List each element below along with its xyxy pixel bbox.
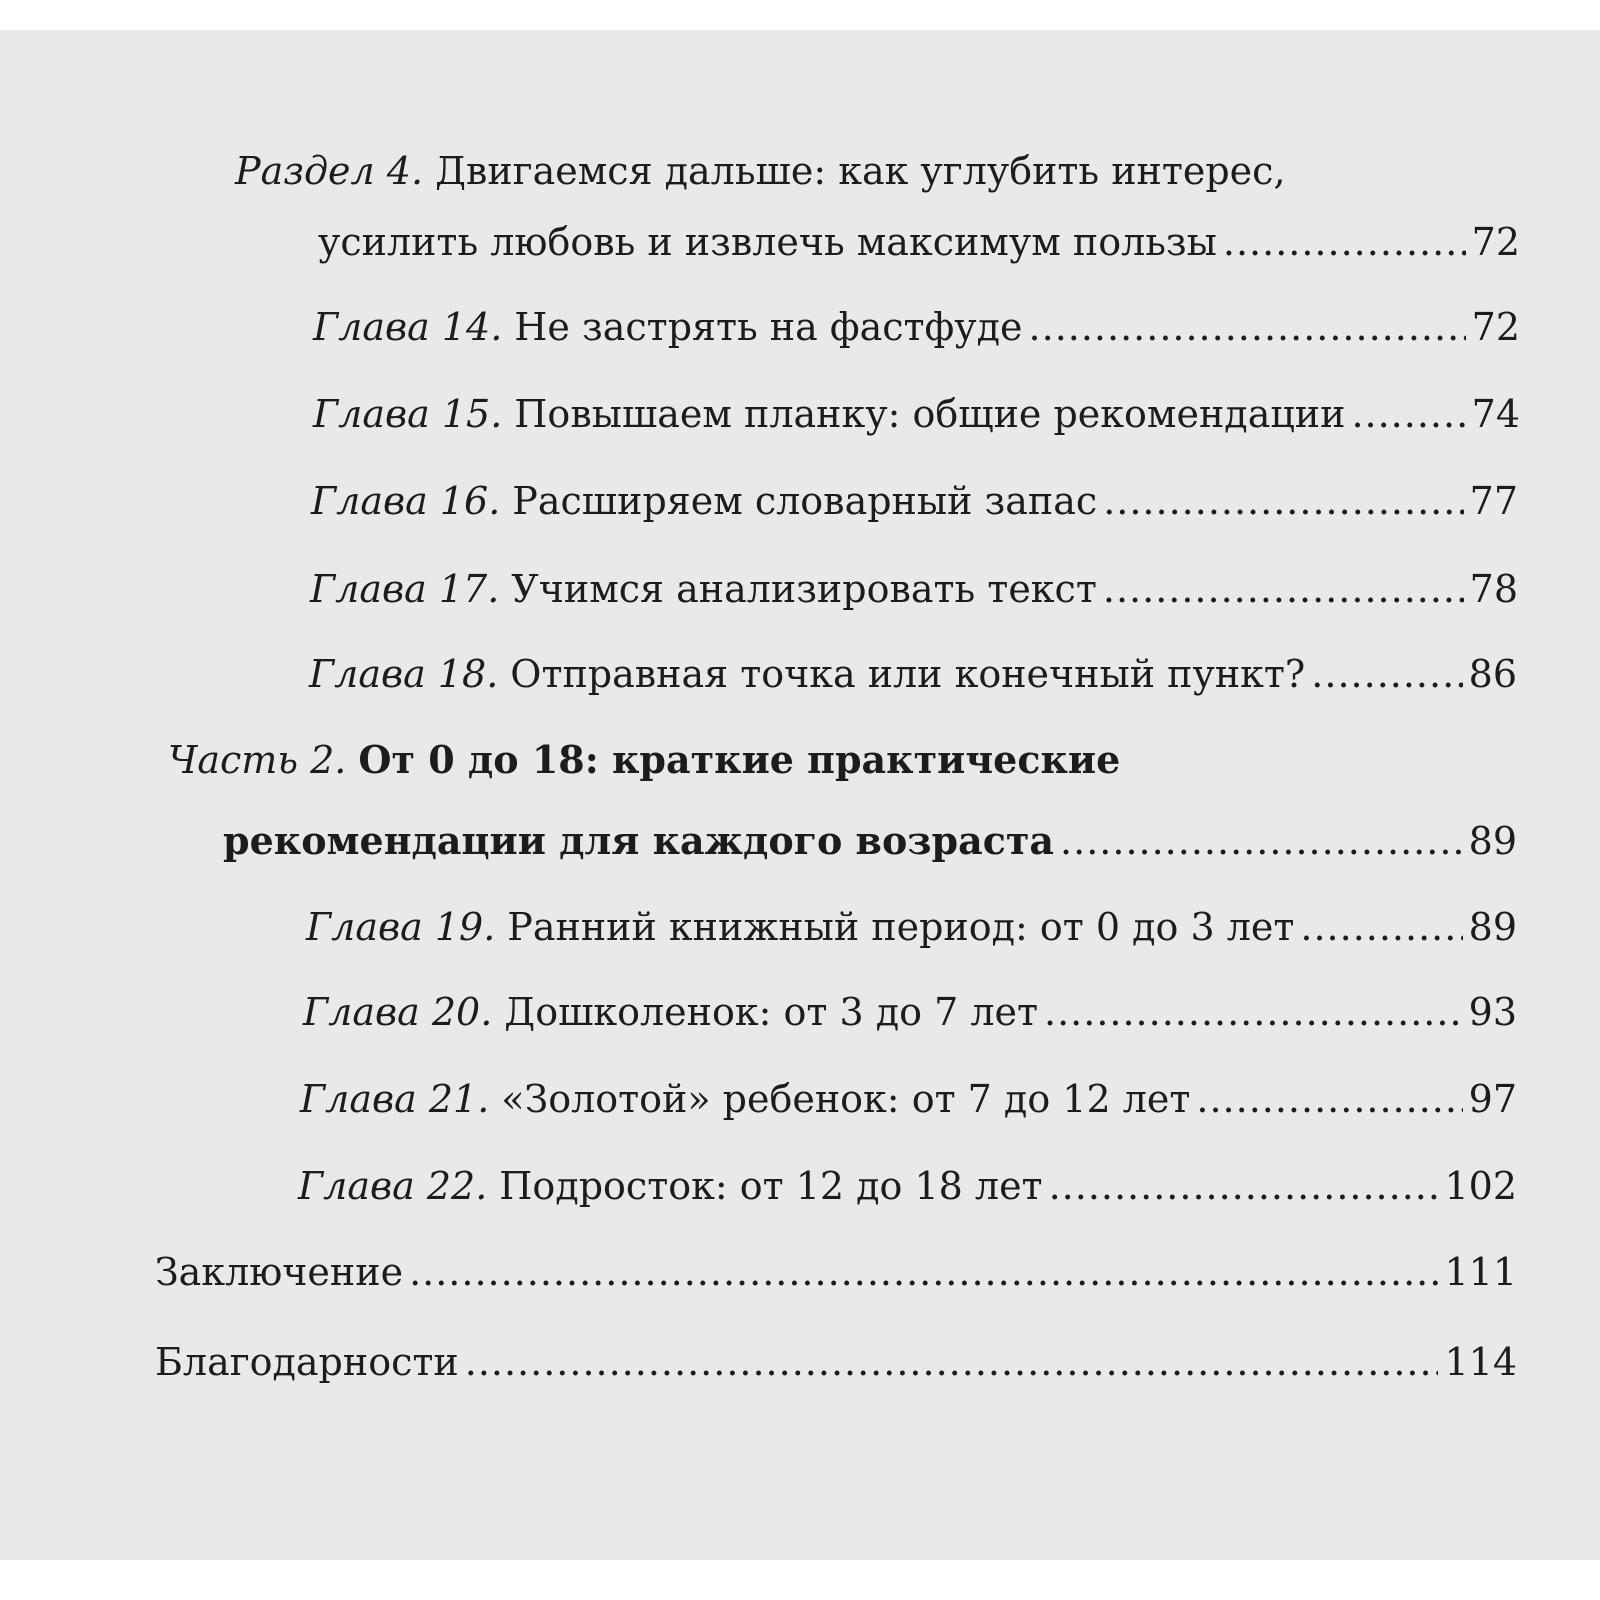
dot-leader xyxy=(409,1253,1438,1291)
chapter-page-number: 72 xyxy=(1471,305,1520,349)
dot-leader xyxy=(1300,908,1462,946)
section4-page-number: 72 xyxy=(1471,220,1520,264)
chapter-prefix: Глава 18. xyxy=(309,652,499,696)
chapter-prefix: Глава 15. xyxy=(313,392,503,436)
acknowledgements-page-number: 114 xyxy=(1444,1340,1517,1384)
part2-heading-line2 xyxy=(223,818,1517,863)
chapter-prefix: Глава 17. xyxy=(310,567,500,611)
toc-entry-acknowledgements[interactable] xyxy=(155,1340,1517,1384)
chapter-title: Учимся анализировать текст xyxy=(511,567,1097,611)
book-page xyxy=(0,30,1600,1560)
chapter-page-number: 93 xyxy=(1468,990,1517,1034)
chapter-title: Расширяем словарный запас xyxy=(512,479,1098,523)
section4-heading-line2 xyxy=(318,220,1520,264)
chapter-prefix: Глава 21. xyxy=(300,1077,490,1121)
toc-entry-chapter-15[interactable] xyxy=(313,392,1520,436)
chapter-page-number: 89 xyxy=(1468,905,1517,949)
dot-leader xyxy=(1029,308,1466,346)
chapter-page-number: 74 xyxy=(1471,392,1520,436)
dot-leader xyxy=(1311,655,1462,693)
chapter-page-number: 78 xyxy=(1469,567,1518,611)
section4-heading-line1 xyxy=(235,149,1286,193)
section4-title-line2: усилить любовь и извлечь максимум пользы xyxy=(318,220,1217,264)
toc-entry-chapter-18[interactable] xyxy=(309,652,1517,696)
dot-leader xyxy=(1196,1080,1462,1118)
chapter-prefix: Глава 20. xyxy=(303,990,493,1034)
chapter-title: Отправная точка или конечный пункт? xyxy=(510,652,1306,696)
chapter-title: Дошколенок: от 3 до 7 лет xyxy=(504,990,1038,1034)
part2-heading-line1 xyxy=(168,737,1121,782)
part2-title-line2: рекомендации для каждого возраста xyxy=(223,818,1055,863)
toc-entry-chapter-16[interactable] xyxy=(311,479,1518,523)
toc-entry-conclusion[interactable] xyxy=(155,1250,1517,1294)
chapter-prefix: Глава 16. xyxy=(311,479,501,523)
section4-prefix: Раздел 4. xyxy=(235,149,424,193)
dot-leader xyxy=(465,1343,1439,1381)
chapter-prefix: Глава 22. xyxy=(298,1164,488,1208)
part2-title-line1: От 0 до 18: краткие практические xyxy=(358,737,1121,782)
toc-entry-chapter-21[interactable] xyxy=(300,1077,1517,1121)
toc-entry-chapter-19[interactable] xyxy=(306,905,1517,949)
chapter-page-number: 86 xyxy=(1468,652,1517,696)
chapter-page-number: 97 xyxy=(1468,1077,1517,1121)
chapter-title: «Золотой» ребенок: от 7 до 12 лет xyxy=(501,1077,1191,1121)
chapter-page-number: 77 xyxy=(1469,479,1518,523)
dot-leader xyxy=(1223,223,1466,261)
toc-entry-chapter-20[interactable] xyxy=(303,990,1517,1034)
chapter-prefix: Глава 19. xyxy=(306,905,496,949)
chapter-prefix: Глава 14. xyxy=(313,305,503,349)
dot-leader xyxy=(1103,482,1463,520)
dot-leader xyxy=(1044,993,1463,1031)
part2-page-number: 89 xyxy=(1468,819,1517,863)
dot-leader xyxy=(1103,570,1464,608)
toc-entry-chapter-14[interactable] xyxy=(313,305,1520,349)
conclusion-title: Заключение xyxy=(155,1250,404,1294)
chapter-title: Подросток: от 12 до 18 лет xyxy=(499,1164,1043,1208)
toc-entry-chapter-17[interactable] xyxy=(310,567,1518,611)
dot-leader xyxy=(1351,395,1465,433)
conclusion-page-number: 111 xyxy=(1444,1250,1517,1294)
acknowledgements-title: Благодарности xyxy=(155,1340,459,1384)
chapter-page-number: 102 xyxy=(1444,1164,1517,1208)
dot-leader xyxy=(1049,1167,1439,1205)
chapter-title: Ранний книжный период: от 0 до 3 лет xyxy=(507,905,1295,949)
dot-leader xyxy=(1060,822,1463,860)
part2-prefix: Часть 2. xyxy=(168,738,347,782)
section4-title-line1: Двигаемся дальше: как углубить интерес, xyxy=(435,149,1286,193)
toc-entry-chapter-22[interactable] xyxy=(298,1164,1517,1208)
chapter-title: Повышаем планку: общие рекомендации xyxy=(514,392,1346,436)
chapter-title: Не застрять на фастфуде xyxy=(514,305,1023,349)
